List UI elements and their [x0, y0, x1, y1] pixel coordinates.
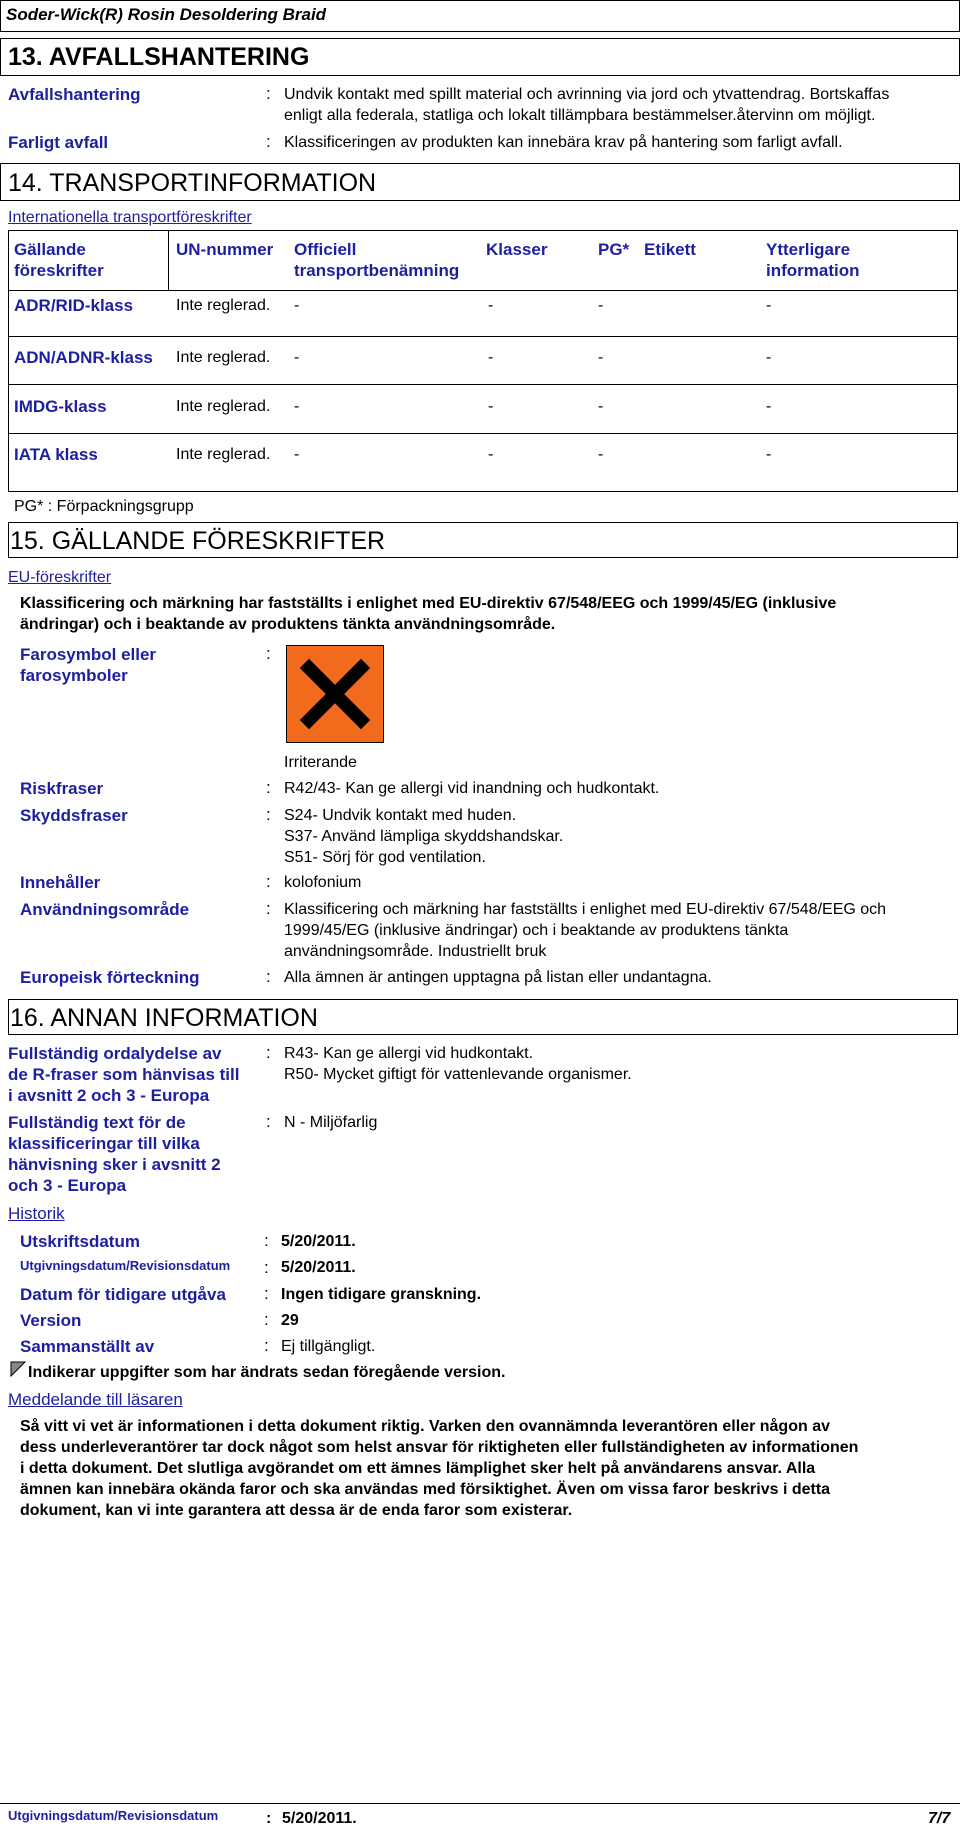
row-klass: -: [488, 446, 494, 463]
section-13-title: 13. AVFALLSHANTERING: [8, 43, 310, 71]
header-un-number: UN-nummer: [176, 240, 274, 259]
compiled-by-value: Ej tillgängligt.: [281, 1338, 376, 1355]
colon: :: [266, 778, 271, 797]
colon: :: [266, 1112, 271, 1131]
section-16-title: 16. ANNAN INFORMATION: [10, 1004, 318, 1032]
eu-classification-intro: Klassificering och märkning har fastställts i enlighet med EU-direktiv 67/548/EEG och 1999/45/EG (inklusive ändringar) och i beaktande av produktens tänkta användningsområde.: [20, 595, 837, 633]
row-name: -: [294, 349, 300, 366]
row-class: ADR/RID-klass: [14, 296, 134, 315]
row-etikett: -: [766, 297, 772, 314]
compiled-by-label: Sammanställt av: [20, 1337, 155, 1356]
change-marker-icon: [10, 1361, 26, 1377]
colon: :: [266, 132, 271, 151]
waste-handling-value-2: enligt alla federala, statliga och lokalt tillämpbara bestämmelser.återvinn om möjligt.: [284, 107, 876, 124]
version-label: Version: [20, 1311, 82, 1330]
row-etikett: -: [766, 398, 772, 415]
revision-date-value: 5/20/2011.: [281, 1259, 356, 1276]
row-etikett: -: [766, 446, 772, 463]
colon: :: [264, 1284, 269, 1303]
revision-date-label: Utgivningsdatum/Revisionsdatum: [20, 1258, 231, 1273]
version-value: 29: [281, 1312, 299, 1329]
colon: :: [264, 1258, 269, 1277]
colon: :: [266, 84, 271, 103]
header-additional-info: Ytterligare information: [766, 240, 860, 280]
colon: :: [266, 872, 271, 891]
print-date-value: 5/20/2011.: [281, 1233, 356, 1250]
european-inventory-value: Alla ämnen är antingen upptagna på listan eller undantagna.: [284, 969, 712, 986]
packing-group-footnote: PG* : Förpackningsgrupp: [14, 498, 194, 515]
classification-text-value: N - Miljöfarlig: [284, 1114, 378, 1131]
colon: :: [266, 1043, 271, 1062]
european-inventory-label: Europeisk förteckning: [20, 968, 200, 987]
colon: :: [264, 1231, 269, 1250]
notice-heading: Meddelande till läsaren: [8, 1390, 183, 1409]
row-klass: -: [488, 398, 494, 415]
change-note: Indikerar uppgifter som har ändrats sedan föregående version.: [28, 1364, 506, 1381]
section-15-subheading: EU-föreskrifter: [8, 569, 112, 586]
classification-text-label: Fullständig text för de klassificeringar till vilka hänvisning sker i avsnitt 2 och 3 - Europa: [8, 1113, 221, 1195]
colon: :: [266, 805, 271, 824]
row-name: -: [294, 398, 300, 415]
row-pg: -: [598, 446, 604, 463]
row-un: Inte reglerad.: [176, 349, 271, 366]
hazard-symbol-caption: Irriterande: [284, 754, 357, 771]
risk-phrases-label: Riskfraser: [20, 779, 104, 798]
footer-date: 5/20/2011.: [282, 1810, 357, 1827]
colon: :: [266, 644, 271, 663]
contains-value: kolofonium: [284, 874, 362, 891]
use-area-value: Klassificering och märkning har fastställts i enlighet med EU-direktiv 67/548/EEG och 1999/45/EG (inklusive ändringar) och i beaktande av produktens tänkta användningsområde. Industriellt bruk: [284, 901, 887, 960]
row-name: -: [294, 446, 300, 463]
contains-label: Innehåller: [20, 873, 101, 892]
hazardous-waste-label: Farligt avfall: [8, 133, 109, 152]
row-pg: -: [598, 349, 604, 366]
row-un: Inte reglerad.: [176, 446, 271, 463]
colon: :: [266, 899, 271, 918]
page-number: 7/7: [928, 1810, 951, 1827]
r-phrases-label: Fullständig ordalydelse av de R-fraser som hänvisas till i avsnitt 2 och 3 - Europa: [8, 1044, 240, 1105]
footer-colon: :: [266, 1810, 272, 1827]
notice-text: Så vitt vi vet är informationen i detta dokument riktig. Varken den ovannämnda leverantören eller någon av dess underleverantörer tar dock något som helst ansvar för riktigheten eller fullständigheten av informationen i detta dokument. Det slutliga avgörandet om ett ämnes lämplighet sker helt på användarens ansvar. Alla ämnen kan innebära okända faror och ska användas med försiktighet. Även om vissa faror beskrivs i detta dokument, kan vi inte garantera att dessa är de enda faror som existerar.: [20, 1418, 859, 1519]
waste-handling-value-1: Undvik kontakt med spillt material och avrinning via jord och ytvattendrag. Bortskaffas: [284, 86, 890, 103]
colon: :: [264, 1336, 269, 1355]
row-class: ADN/ADNR-klass: [14, 348, 153, 367]
row-klass: -: [488, 349, 494, 366]
harmful-irritant-icon: [286, 645, 384, 743]
document-title: Soder-Wick(R) Rosin Desoldering Braid: [6, 5, 327, 24]
risk-phrases-value: R42/43- Kan ge allergi vid inandning och hudkontakt.: [284, 780, 660, 797]
waste-handling-label: Avfallshantering: [8, 85, 141, 104]
header-class: Klasser: [486, 240, 548, 259]
hazardous-waste-value: Klassificeringen av produkten kan innebära krav på hantering som farligt avfall.: [284, 134, 843, 151]
header-regulation: Gällande föreskrifter: [14, 240, 104, 280]
previous-issue-value: Ingen tidigare granskning.: [281, 1286, 482, 1303]
row-pg: -: [598, 398, 604, 415]
row-etikett: -: [766, 349, 772, 366]
row-un: Inte reglerad.: [176, 297, 271, 314]
colon: :: [266, 967, 271, 986]
row-class: IMDG-klass: [14, 397, 107, 416]
use-area-label: Användningsområde: [20, 900, 190, 919]
safety-phrases-label: Skyddsfraser: [20, 806, 128, 825]
previous-issue-label: Datum för tidigare utgåva: [20, 1285, 226, 1304]
safety-phrases-value: S24- Undvik kontakt med huden. S37- Använd lämpliga skyddshandskar. S51- Sörj för god ventilation.: [284, 807, 564, 866]
row-class: IATA klass: [14, 445, 98, 464]
section-15-title: 15. GÄLLANDE FÖRESKRIFTER: [10, 527, 386, 555]
history-heading: Historik: [8, 1204, 65, 1223]
section-14-subheading: Internationella transportföreskrifter: [8, 209, 252, 226]
row-un: Inte reglerad.: [176, 398, 271, 415]
header-label: Etikett: [644, 240, 696, 259]
row-name: -: [294, 297, 300, 314]
section-14-title: 14. TRANSPORTINFORMATION: [8, 169, 377, 197]
r-phrases-value: R43- Kan ge allergi vid hudkontakt. R50- Mycket giftigt för vattenlevande organismer.: [284, 1045, 632, 1083]
row-pg: -: [598, 297, 604, 314]
hazard-symbol-label: Farosymbol eller farosymboler: [20, 645, 157, 685]
colon: :: [264, 1310, 269, 1329]
row-klass: -: [488, 297, 494, 314]
print-date-label: Utskriftsdatum: [20, 1232, 140, 1251]
header-shipping-name: Officiell transportbenämning: [294, 240, 460, 280]
header-packing-group: PG*: [598, 240, 630, 259]
footer-revision-label: Utgivningsdatum/Revisionsdatum: [8, 1808, 219, 1823]
